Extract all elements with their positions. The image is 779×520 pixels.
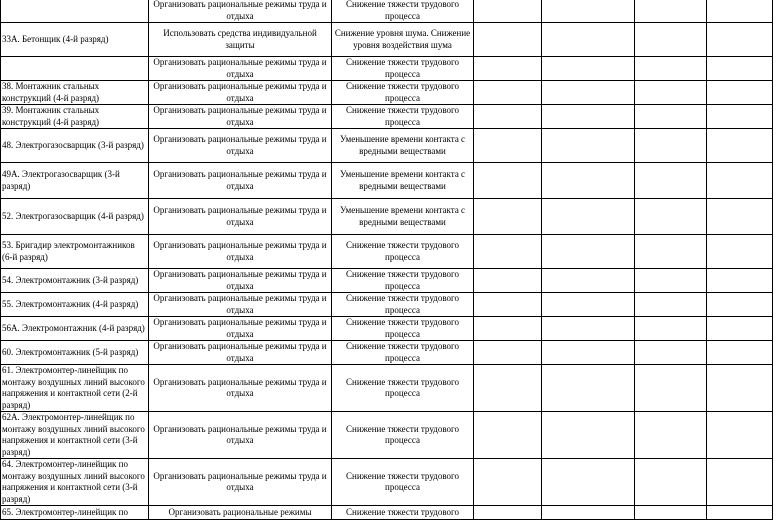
goal-cell: Снижение тяжести трудового процесса [332,293,474,317]
empty-cell [542,459,635,506]
measure-cell: Организовать рациональные режимы труда и отдыха [149,412,332,459]
measure-cell: Организовать рациональные режимы труда и отдыха [149,269,332,293]
table-row [1,412,773,459]
empty-cell [635,199,707,235]
empty-cell [635,81,707,105]
empty-cell [542,365,635,412]
empty-cell [707,163,773,199]
measure-cell: Организовать рациональные режимы труда и отдыха [149,293,332,317]
empty-cell [542,57,635,81]
empty-cell [542,235,635,269]
empty-cell [542,293,635,317]
empty-cell [474,317,542,341]
table-row [1,341,773,365]
empty-cell [474,269,542,293]
position-cell: 62А. Электромонтер-линейщик по монтажу воздушных линий высокого напряжения и контактной сети (3-й разряд) [1,412,149,459]
table-row [1,459,773,506]
empty-cell [542,129,635,163]
table-row [1,163,773,199]
measure-cell: Организовать рациональные режимы труда и отдыха [149,81,332,105]
empty-cell [707,235,773,269]
measure-cell: Организовать рациональные режимы [149,506,332,520]
empty-cell [474,129,542,163]
goal-cell: Снижение тяжести трудового процесса [332,81,474,105]
measure-cell: Организовать рациональные режимы труда и отдыха [149,0,332,23]
empty-cell [707,506,773,520]
position-cell: 54. Электромонтажник (3-й разряд) [1,269,149,293]
empty-cell [635,57,707,81]
goal-cell: Уменьшение времени контакта с вредными веществами [332,129,474,163]
empty-cell [542,0,635,23]
empty-cell [542,412,635,459]
empty-cell [635,23,707,57]
empty-cell [635,235,707,269]
empty-cell [707,412,773,459]
table-row [1,129,773,163]
empty-cell [542,163,635,199]
empty-cell [635,341,707,365]
position-cell: 55. Электромонтажник (4-й разряд) [1,293,149,317]
position-cell: 65. Электромонтер-линейщик по [1,506,149,520]
measure-cell: Организовать рациональные режимы труда и отдыха [149,199,332,235]
empty-cell [474,163,542,199]
empty-cell [707,81,773,105]
empty-cell [542,341,635,365]
position-cell: 64. Электромонтер-линейщик по монтажу воздушных линий высокого напряжения и контактной сети (3-й разряд) [1,459,149,506]
empty-cell [542,506,635,520]
goal-cell: Снижение тяжести трудового процесса [332,269,474,293]
empty-cell [635,129,707,163]
position-cell: 33А. Бетонщик (4-й разряд) [1,23,149,57]
goal-cell: Снижение тяжести трудового процесса [332,459,474,506]
empty-cell [635,506,707,520]
empty-cell [542,317,635,341]
goal-cell: Снижение тяжести трудового процесса [332,235,474,269]
table-row [1,293,773,317]
goal-cell: Снижение уровня шума. Снижение уровня воздействия шума [332,23,474,57]
empty-cell [542,81,635,105]
empty-cell [707,365,773,412]
position-cell: 53. Бригадир электромонтажников (6-й разряд) [1,235,149,269]
empty-cell [635,105,707,129]
empty-cell [707,0,773,23]
measure-cell: Организовать рациональные режимы труда и отдыха [149,163,332,199]
empty-cell [707,105,773,129]
empty-cell [707,57,773,81]
measure-cell: Организовать рациональные режимы труда и отдыха [149,459,332,506]
empty-cell [474,341,542,365]
empty-cell [707,341,773,365]
empty-cell [474,412,542,459]
table-row [1,235,773,269]
goal-cell: Снижение тяжести трудового процесса [332,317,474,341]
table-row [1,365,773,412]
empty-cell [474,23,542,57]
empty-cell [707,317,773,341]
empty-cell [635,412,707,459]
goal-cell: Снижение тяжести трудового [332,506,474,520]
table-body [1,0,773,520]
measure-cell: Организовать рациональные режимы труда и отдыха [149,129,332,163]
table-row [1,81,773,105]
empty-cell [542,199,635,235]
empty-cell [635,365,707,412]
table-row [1,506,773,520]
position-cell: 61. Электромонтер-линейщик по монтажу воздушных линий высокого напряжения и контактной сети (2-й разряд) [1,365,149,412]
measure-cell: Организовать рациональные режимы труда и отдыха [149,341,332,365]
empty-cell [635,163,707,199]
empty-cell [474,81,542,105]
goal-cell: Снижение тяжести трудового процесса [332,0,474,23]
table-row [1,105,773,129]
empty-cell [474,0,542,23]
empty-cell [474,293,542,317]
table-row [1,57,773,81]
goal-cell: Снижение тяжести трудового процесса [332,105,474,129]
position-cell [1,0,149,23]
table-row [1,23,773,57]
empty-cell [707,269,773,293]
empty-cell [635,317,707,341]
position-cell: 48. Электрогазосварщик (3-й разряд) [1,129,149,163]
empty-cell [707,199,773,235]
position-cell: 56А. Электромонтажник (4-й разряд) [1,317,149,341]
table-row [1,199,773,235]
goal-cell: Снижение тяжести трудового процесса [332,57,474,81]
empty-cell [474,459,542,506]
empty-cell [474,506,542,520]
position-cell: 38. Монтажник стальных конструкций (4-й разряд) [1,81,149,105]
empty-cell [542,269,635,293]
goal-cell: Снижение тяжести трудового процесса [332,412,474,459]
empty-cell [474,365,542,412]
empty-cell [474,57,542,81]
empty-cell [542,105,635,129]
measure-cell: Использовать средства индивидуальной защиты [149,23,332,57]
position-cell: 52. Электрогазосварщик (4-й разряд) [1,199,149,235]
empty-cell [635,293,707,317]
goal-cell: Уменьшение времени контакта с вредными веществами [332,199,474,235]
measure-cell: Организовать рациональные режимы труда и отдыха [149,105,332,129]
measure-cell: Организовать рациональные режимы труда и отдыха [149,57,332,81]
goal-cell: Снижение тяжести трудового процесса [332,365,474,412]
position-cell: 49А. Электрогазосварщик (3-й разряд) [1,163,149,199]
empty-cell [635,0,707,23]
position-cell: 39. Монтажник стальных конструкций (4-й разряд) [1,105,149,129]
empty-cell [707,459,773,506]
position-cell [1,57,149,81]
measure-cell: Организовать рациональные режимы труда и отдыха [149,235,332,269]
empty-cell [635,269,707,293]
position-cell: 60. Электромонтажник (5-й разряд) [1,341,149,365]
empty-cell [707,293,773,317]
empty-cell [474,105,542,129]
goal-cell: Уменьшение времени контакта с вредными веществами [332,163,474,199]
empty-cell [474,235,542,269]
measure-cell: Организовать рациональные режимы труда и отдыха [149,317,332,341]
table-row [1,0,773,23]
empty-cell [635,459,707,506]
table-row [1,269,773,293]
empty-cell [707,129,773,163]
empty-cell [474,199,542,235]
empty-cell [707,23,773,57]
table-row [1,317,773,341]
empty-cell [542,23,635,57]
measure-cell: Организовать рациональные режимы труда и отдыха [149,365,332,412]
goal-cell: Снижение тяжести трудового процесса [332,341,474,365]
